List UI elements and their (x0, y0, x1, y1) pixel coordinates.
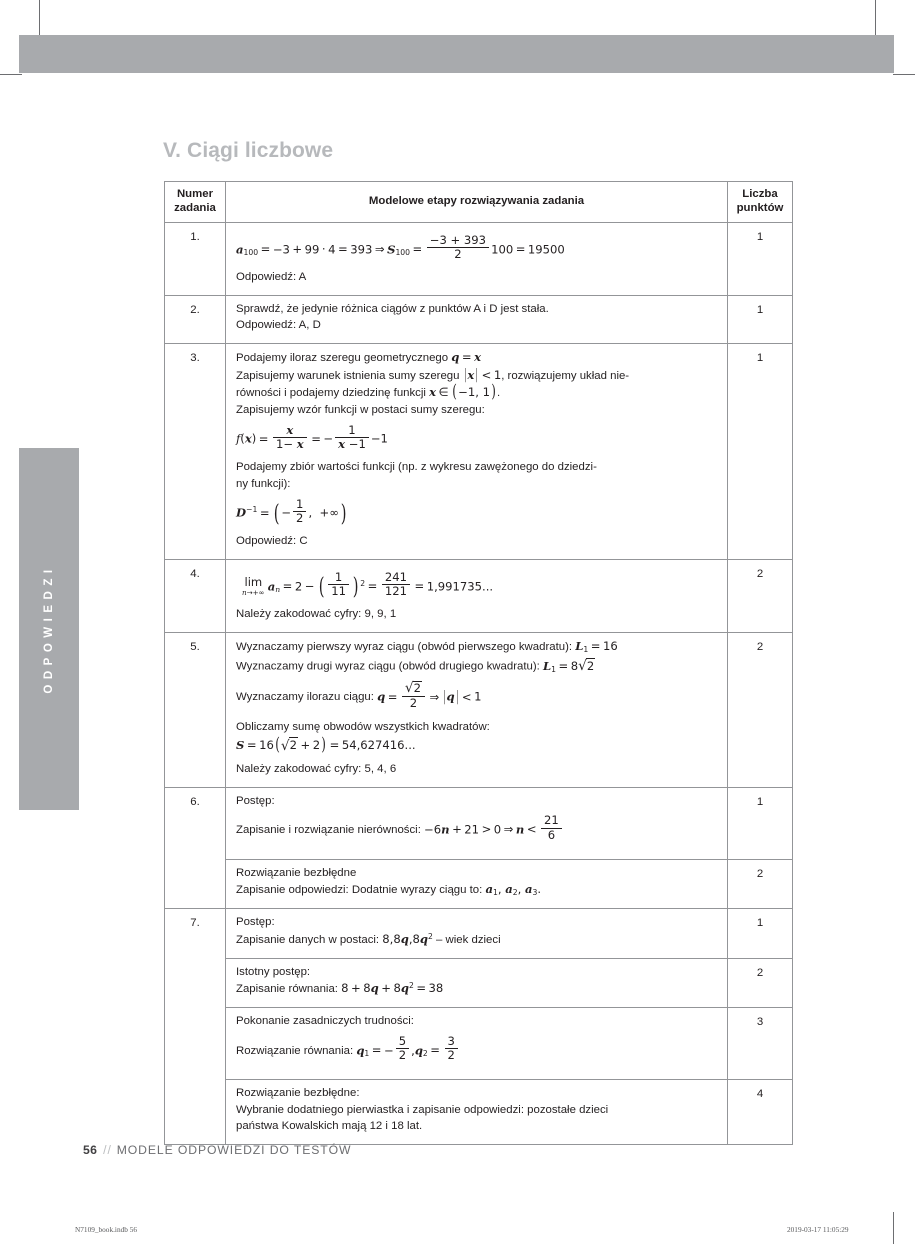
formula-equation-38: $8 + 8q + 8q^2 = 38$ (341, 981, 444, 996)
footer-separator: // (103, 1143, 112, 1157)
column-header-points-line2: punktów (736, 202, 784, 215)
table-row (165, 787, 793, 859)
solution-line: Podajemy zbiór wartości funkcji (np. z wykresu zawężonego do dziedzi- (236, 461, 597, 474)
table-row (165, 632, 793, 787)
task-points: 1 (728, 787, 793, 859)
answers-table (164, 181, 793, 1145)
print-footer-timestamp: 2019-03-17 11:05:29 (787, 1225, 849, 1234)
solution-line: Postęp: (236, 916, 275, 929)
solution-line: Sprawdź, że jedynie różnica ciągów z punktów A i D jest stała. (236, 302, 549, 315)
solution-line (236, 981, 718, 998)
solution-line (236, 639, 718, 656)
footer-page-number: 56 (83, 1143, 98, 1157)
formula-line (236, 422, 718, 453)
solution-line (236, 381, 718, 403)
page-header-banner (19, 35, 894, 73)
formula-inequality-6n21: −6n + 21 > 0 ⇒ n < $\frac{21}{6}$ (424, 816, 564, 844)
task-number: 5. (165, 632, 226, 787)
solution-text: Zapisanie równania: (236, 983, 342, 996)
task-solution (226, 559, 728, 632)
formula-children-ages: $8,8q,8q^2$ (382, 931, 433, 947)
task-points: 1 (728, 909, 793, 958)
table-row (165, 859, 793, 908)
formula-line (236, 1033, 718, 1065)
column-header-task-number (165, 182, 226, 223)
table-row (165, 559, 793, 632)
task-points: 1 (728, 295, 793, 343)
task-points: 4 (728, 1080, 793, 1145)
task-solution (226, 958, 728, 1007)
solution-text: Rozwiązanie równania: (236, 1044, 357, 1057)
column-header-solution-steps: Modelowe etapy rozwiązywania zadania (226, 182, 728, 223)
solution-text: Zapisanie danych w postaci: (236, 933, 383, 946)
solution-text-tail: – wiek dzieci (432, 933, 501, 946)
column-header-task-number-line2: zadania (174, 202, 216, 215)
table-row (165, 1080, 793, 1145)
task-number: 6. (165, 787, 226, 909)
table-row (165, 295, 793, 343)
solution-line: państwa Kowalskich mają 12 i 18 lat. (236, 1120, 423, 1133)
section-side-tab (19, 448, 79, 810)
solution-text-tail: . (497, 387, 501, 400)
task-solution (226, 859, 728, 908)
formula-a100: $a_{100} = -3 + 99 \cdot 4 = 393$ ⇒ $S_{100}$ = $\frac{-3 + 393}{2}$ 100 = 19500 (236, 232, 565, 262)
solution-line: Rozwiązanie bezbłędne (236, 866, 357, 879)
task-points: 2 (728, 559, 793, 632)
formula-fx: f(x) = $\frac{x}{1- x}$ = − $\frac{1}{x -1}$ −1 (236, 422, 388, 451)
task-points: 3 (728, 1007, 793, 1079)
solution-line: Istotny postęp: (236, 965, 311, 978)
formula-line (236, 813, 718, 844)
task-points: 1 (728, 222, 793, 295)
task-number: 3. (165, 344, 226, 560)
solution-line: Obliczamy sumę obwodów wszystkich kwadratów: (236, 720, 490, 733)
solution-line: ny funkcji): (236, 477, 291, 490)
task-number: 1. (165, 222, 226, 295)
solution-line: Wybranie dodatniego pierwiastka i zapisanie odpowiedzi: pozostałe dzieci (236, 1103, 609, 1116)
task-solution (226, 222, 728, 295)
formula-abs-x-lt-1: |x| < 1 (463, 367, 502, 384)
page-footer (83, 1143, 351, 1157)
column-header-points (728, 182, 793, 223)
table-header-row (165, 182, 793, 223)
task-points: 2 (728, 859, 793, 908)
formula-limit-an: lim n→+∞ $a_n = 2$ − ( $\frac{1}{11}$ ) $^2$ = $\frac{241}{121}$ = 1,991735... (242, 569, 494, 601)
solution-text: równości i podajemy dziedzinę funkcji (236, 387, 430, 400)
task-solution (226, 344, 728, 560)
table-row (165, 909, 793, 958)
task-solution (226, 909, 728, 958)
crop-mark-right (893, 74, 915, 75)
formula-line (236, 569, 718, 601)
formula-line (236, 682, 718, 712)
formula-line (236, 496, 718, 527)
solution-line: Zapisujemy wzór funkcji w postaci sumy szeregu: (236, 403, 485, 416)
column-header-task-number-line1: Numer (176, 188, 214, 200)
formula-d-inverse: $D^{-1}$ = ( − $\frac{1}{2}$ , +∞) (236, 496, 347, 527)
task-solution (226, 295, 728, 343)
solution-text: Wyznaczamy ilorazu ciągu: (236, 691, 378, 704)
formula-q-ratio: q = $\frac{√2}{2}$ ⇒ |q| < 1 (377, 680, 482, 711)
table-row (165, 1007, 793, 1079)
page-title: V. Ciągi liczbowe (163, 139, 334, 162)
solution-text: Zapisanie odpowiedzi: Dodatnie wyrazy ciągu to: (236, 884, 486, 897)
crop-mark-bottom-right (893, 1212, 894, 1244)
answers-table-body (165, 222, 793, 1145)
task-number: 4. (165, 559, 226, 632)
table-row (165, 344, 793, 560)
solution-text: Podajemy iloraz szeregu geometrycznego (236, 351, 452, 364)
section-side-tab-label: ODPOWIEDZI (43, 564, 55, 694)
solution-line (236, 350, 718, 367)
task-points: 2 (728, 958, 793, 1007)
table-row (165, 958, 793, 1007)
task-solution (226, 1080, 728, 1145)
task-points: 1 (728, 344, 793, 560)
task-solution (226, 1007, 728, 1079)
formula-l1-8sqrt2: $L_1 = 8√2$ (542, 658, 595, 675)
formula-terms-a1a2a3: $a_1$, $a_2$, $a_3$. (485, 882, 542, 898)
solution-line (236, 932, 718, 949)
table-row (165, 222, 793, 295)
solution-text-tail: , rozwiązujemy układ nie- (501, 369, 630, 382)
formula-domain-interval: x ∈ (−1, 1) (429, 381, 496, 403)
solution-line (236, 657, 718, 676)
solution-text: Wyznaczamy drugi wyraz ciągu (obwód drugiego kwadratu): (236, 660, 543, 673)
formula-line (236, 232, 718, 264)
task-points: 2 (728, 632, 793, 787)
task-number: 2. (165, 295, 226, 343)
answers-table-header (165, 182, 793, 223)
coding-line: Należy zakodować cyfry: 9, 9, 1 (236, 608, 397, 621)
solution-text: Wyznaczamy pierwszy wyraz ciągu (obwód pierwszego kwadratu): (236, 641, 576, 654)
solution-line: Rozwiązanie bezbłędne: (236, 1087, 360, 1100)
print-footer-filename: N7109_book.indb 56 (75, 1225, 138, 1234)
answer-line: Odpowiedź: C (236, 534, 308, 547)
task-number: 7. (165, 909, 226, 1145)
formula-l1-16: $L_1 = 16$ (575, 638, 618, 654)
coding-line: Należy zakodować cyfry: 5, 4, 6 (236, 762, 397, 775)
formula-sum-S: S = 16(√2 + 2) = 54,627416... (236, 734, 416, 756)
task-solution (226, 632, 728, 787)
task-solution (226, 787, 728, 859)
solution-text: Zapisanie i rozwiązanie nierówności: (236, 823, 425, 836)
solution-line (236, 368, 718, 385)
solution-line: Postęp: (236, 794, 275, 807)
solution-line: Pokonanie zasadniczych trudności: (236, 1014, 414, 1027)
solution-line (236, 882, 718, 899)
answer-line: Odpowiedź: A, D (236, 319, 321, 332)
footer-section-title: MODELE ODPOWIEDZI DO TESTÓW (116, 1143, 352, 1157)
answer-line: Odpowiedź: A (236, 271, 307, 284)
solution-text: Zapisujemy warunek istnienia sumy szeregu (236, 369, 463, 382)
formula-q1-q2-roots: $q_1$ = − $\frac{5}{2}$ $,q_2$ = $\frac{3}{2}$ (356, 1037, 460, 1065)
crop-mark-left (0, 74, 22, 75)
formula-line (236, 736, 718, 755)
column-header-points-line1: Liczba (742, 188, 778, 200)
formula-q-equals-x: q = x (451, 350, 482, 365)
